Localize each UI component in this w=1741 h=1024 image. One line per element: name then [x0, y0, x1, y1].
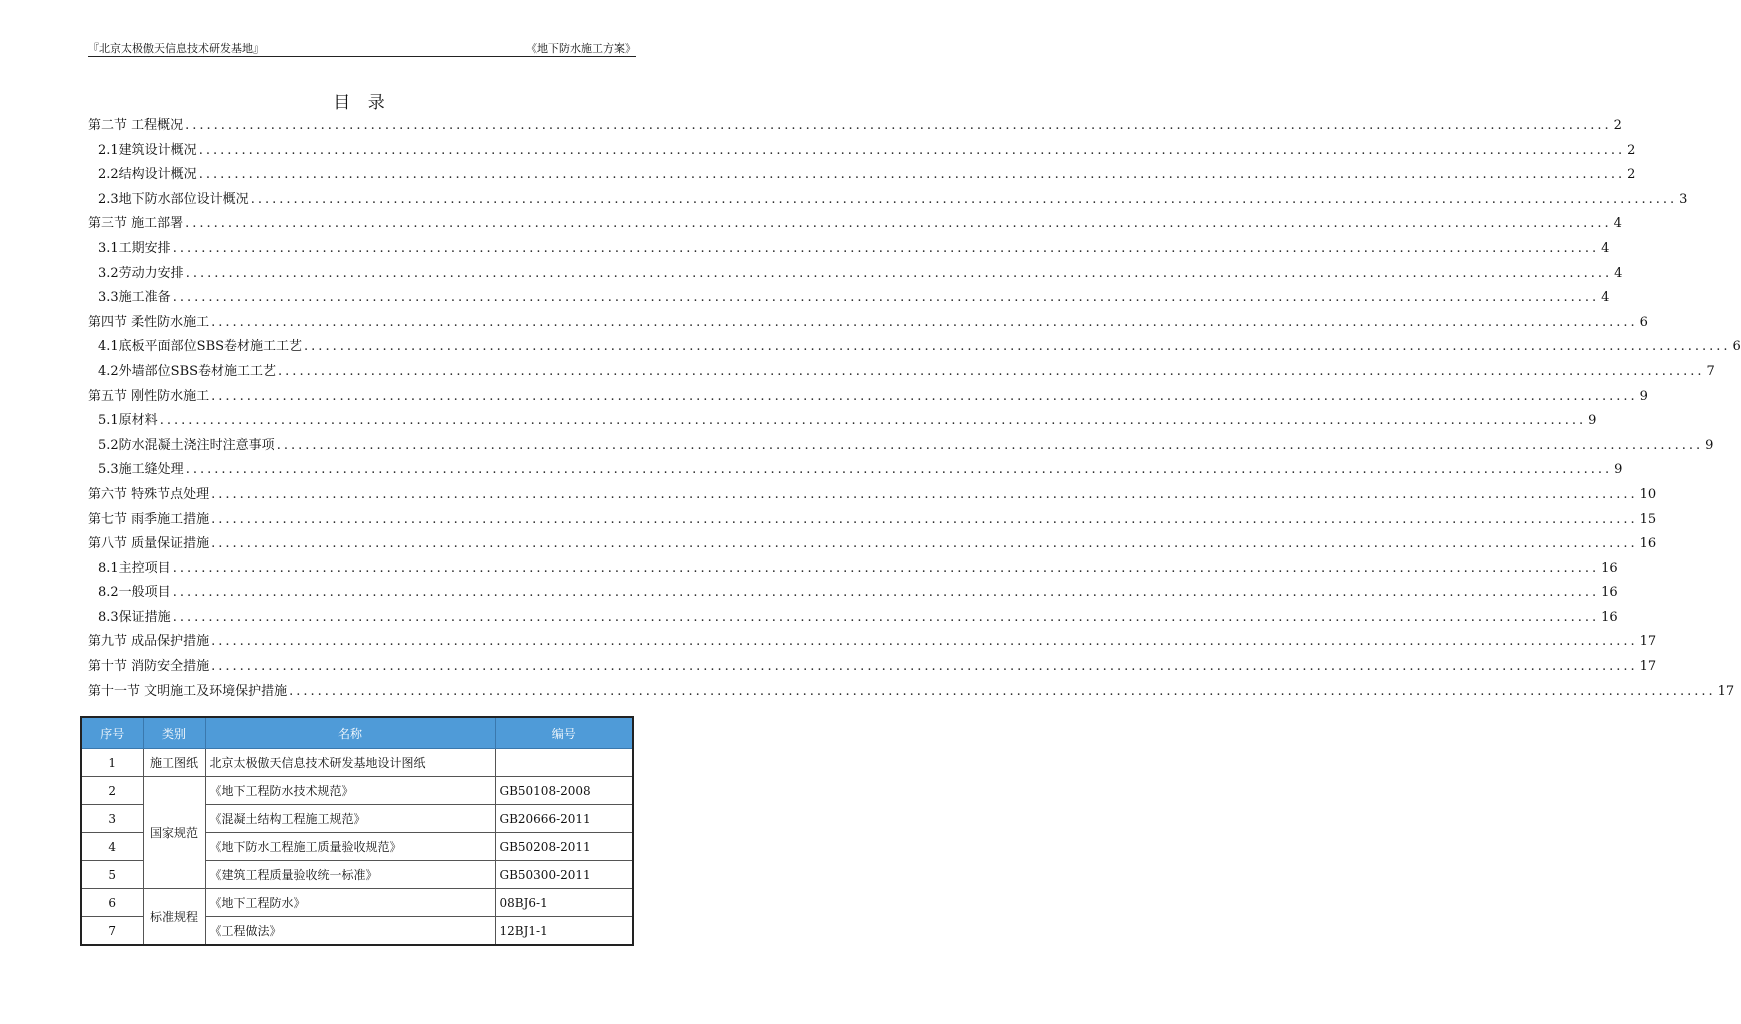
reference-table-header	[81, 717, 633, 749]
toc-entry-label: 2.1建筑设计概况	[98, 142, 197, 158]
toc-entry[interactable]	[88, 532, 1657, 557]
toc-entry-page: 4	[1614, 265, 1623, 281]
toc-dot-leader: ........................................................................................................................................................................................................	[185, 118, 1612, 133]
toc-entry-page: 9	[1639, 388, 1648, 404]
cell-code: 08BJ6-1	[495, 889, 633, 917]
toc-dot-leader: ........................................................................................................................................................................................................	[276, 437, 1704, 453]
toc-entry-page: 15	[1639, 511, 1657, 527]
toc-entry[interactable]	[88, 114, 1622, 139]
toc-dot-leader: ........................................................................................................................................................................................................	[198, 142, 1626, 158]
toc-dot-leader: ........................................................................................................................................................................................................	[172, 560, 1600, 576]
toc-dot-leader: ........................................................................................................................................................................................................	[211, 634, 1638, 650]
toc-entry-label: 4.2外墙部位SBS卷材施工工艺	[98, 363, 277, 379]
toc-entry[interactable]	[88, 680, 1735, 705]
table-row	[81, 889, 633, 917]
toc-dot-leader: ........................................................................................................................................................................................................	[211, 486, 1638, 502]
toc-entry-label: 4.1底板平面部位SBS卷材施工工艺	[98, 339, 303, 355]
cell-no: 3	[81, 805, 143, 833]
toc-entry[interactable]	[88, 188, 1688, 213]
cell-no: 5	[81, 861, 143, 889]
toc-entry-page: 3	[1679, 191, 1688, 207]
toc-dot-leader: ........................................................................................................................................................................................................	[304, 339, 1731, 355]
toc-title: 目 录	[333, 93, 391, 113]
toc-entry-label: 第三节 施工部署	[88, 216, 184, 232]
toc-entry-label: 第五节 刚性防水施工	[88, 388, 210, 404]
col-header-no: 序号	[81, 717, 143, 749]
toc-entry-label: 8.3保证措施	[98, 609, 171, 625]
table-row	[81, 777, 633, 805]
toc-dot-leader: ........................................................................................................................................................................................................	[211, 314, 1638, 330]
toc-entry-label: 第九节 成品保护措施	[88, 634, 210, 650]
toc-entry-label: 第十节 消防安全措施	[88, 659, 210, 675]
reference-table	[80, 716, 634, 946]
table-row	[81, 749, 633, 777]
toc-entry[interactable]	[88, 212, 1622, 237]
cell-code: GB20666-2011	[495, 805, 633, 833]
col-header-category: 类别	[143, 717, 205, 749]
toc-entry-page: 17	[1717, 683, 1735, 699]
toc-dot-leader: ........................................................................................................................................................................................................	[211, 511, 1638, 527]
cell-category: 国家规范	[143, 777, 205, 889]
toc-dot-leader: ........................................................................................................................................................................................................	[172, 609, 1600, 625]
toc-dot-leader: ........................................................................................................................................................................................................	[278, 363, 1705, 379]
toc-entry-page: 9	[1614, 462, 1623, 478]
toc-dot-leader: ........................................................................................................................................................................................................	[185, 462, 1613, 478]
toc-entry[interactable]	[88, 606, 1618, 631]
toc-entry-label: 3.1工期安排	[98, 240, 171, 256]
cell-name: 《建筑工程质量验收统一标准》	[205, 861, 495, 889]
toc-entry-label: 2.2结构设计概况	[98, 167, 197, 183]
toc-entry-page: 16	[1601, 585, 1618, 601]
toc-dot-leader: ........................................................................................................................................................................................................	[289, 683, 1716, 699]
cell-name: 《地下工程防水技术规范》	[205, 777, 495, 805]
toc-dot-leader: ........................................................................................................................................................................................................	[159, 413, 1587, 429]
toc-entry-page: 16	[1601, 560, 1618, 576]
toc-entry-label: 第七节 雨季施工措施	[88, 511, 210, 527]
cell-category: 标准规程	[143, 889, 205, 946]
cell-name: 《地下防水工程施工质量验收规范》	[205, 833, 495, 861]
toc-entry[interactable]	[88, 434, 1714, 459]
toc-entry-label: 8.2一般项目	[98, 585, 171, 601]
toc-entry-page: 7	[1706, 363, 1715, 379]
toc-entry-label: 3.2劳动力安排	[98, 265, 184, 281]
cell-code: 12BJ1-1	[495, 917, 633, 946]
toc-entry[interactable]	[88, 483, 1657, 508]
toc-entry[interactable]	[88, 360, 1715, 385]
toc-entry[interactable]	[88, 335, 1741, 360]
toc-entry-label: 第十一节 文明施工及环境保护措施	[88, 683, 288, 699]
toc-entry[interactable]	[88, 385, 1648, 410]
toc-entry[interactable]	[88, 458, 1623, 483]
toc-entry-label: 5.1原材料	[98, 413, 158, 429]
toc-dot-leader: ........................................................................................................................................................................................................	[172, 240, 1600, 256]
toc-entry-page: 4	[1613, 216, 1622, 232]
toc-entry-page: 2	[1613, 118, 1622, 133]
cell-no: 2	[81, 777, 143, 805]
cell-no: 6	[81, 889, 143, 917]
cell-code	[495, 749, 633, 777]
toc-entry[interactable]	[88, 311, 1648, 336]
toc-entry-page: 16	[1601, 609, 1618, 625]
toc-entry-page: 17	[1639, 634, 1657, 650]
toc-entry-page: 10	[1639, 486, 1657, 502]
cell-name: 北京太极傲天信息技术研发基地设计图纸	[205, 749, 495, 777]
toc-dot-leader: ........................................................................................................................................................................................................	[250, 191, 1678, 207]
toc-entry[interactable]	[88, 508, 1657, 533]
toc-dot-leader: ........................................................................................................................................................................................................	[211, 659, 1638, 675]
toc-entry[interactable]	[88, 139, 1636, 164]
toc-entry[interactable]	[88, 655, 1657, 680]
toc-entry-page: 16	[1639, 536, 1657, 552]
toc-entry-page: 2	[1627, 167, 1636, 183]
toc-entry[interactable]	[88, 409, 1597, 434]
toc-dot-leader: ........................................................................................................................................................................................................	[211, 388, 1638, 404]
cell-code: GB50208-2011	[495, 833, 633, 861]
toc-dot-leader: ........................................................................................................................................................................................................	[198, 167, 1626, 183]
toc-entry-page: 4	[1601, 240, 1610, 256]
toc-entry-label: 第四节 柔性防水施工	[88, 314, 210, 330]
toc-entry-page: 9	[1705, 437, 1714, 453]
toc-entry-page: 17	[1639, 659, 1657, 675]
toc-entry[interactable]	[88, 163, 1636, 188]
toc-entry-label: 3.3施工准备	[98, 290, 171, 306]
toc-entry-label: 8.1主控项目	[98, 560, 171, 576]
toc-entry-label: 第八节 质量保证措施	[88, 536, 210, 552]
toc-entry[interactable]	[88, 630, 1657, 655]
toc-entry[interactable]	[88, 262, 1623, 287]
toc-entry-page: 2	[1627, 142, 1636, 158]
cell-no: 7	[81, 917, 143, 946]
table-of-contents	[88, 114, 1741, 704]
cell-code: GB50300-2011	[495, 861, 633, 889]
cell-code: GB50108-2008	[495, 777, 633, 805]
toc-entry-label: 5.2防水混凝土浇注时注意事项	[98, 437, 275, 453]
toc-entry-page: 6	[1732, 339, 1741, 355]
toc-entry[interactable]	[88, 581, 1618, 606]
toc-entry[interactable]	[88, 286, 1610, 311]
cell-name: 《地下工程防水》	[205, 889, 495, 917]
toc-entry-label: 5.3施工缝处理	[98, 462, 184, 478]
toc-entry-page: 9	[1588, 413, 1597, 429]
cell-name: 《工程做法》	[205, 917, 495, 946]
toc-dot-leader: ........................................................................................................................................................................................................	[185, 265, 1613, 281]
header-document-title: 《地下防水施工方案》	[526, 42, 636, 55]
toc-entry[interactable]	[88, 557, 1618, 582]
cell-category: 施工图纸	[143, 749, 205, 777]
col-header-name: 名称	[205, 717, 495, 749]
toc-entry-label: 第二节 工程概况	[88, 118, 184, 133]
toc-entry-label: 2.3地下防水部位设计概况	[98, 191, 249, 207]
cell-no: 4	[81, 833, 143, 861]
header-project-name: 『北京太极傲天信息技术研发基地』	[88, 42, 264, 55]
toc-dot-leader: ........................................................................................................................................................................................................	[172, 585, 1600, 601]
toc-entry[interactable]	[88, 237, 1610, 262]
toc-dot-leader: ........................................................................................................................................................................................................	[211, 536, 1638, 552]
toc-entry-label: 第六节 特殊节点处理	[88, 486, 210, 502]
col-header-code: 编号	[495, 717, 633, 749]
toc-entry-page: 4	[1601, 290, 1610, 306]
header-divider	[88, 56, 636, 57]
toc-dot-leader: ........................................................................................................................................................................................................	[172, 290, 1600, 306]
toc-entry-page: 6	[1639, 314, 1648, 330]
page-header	[88, 38, 636, 56]
toc-dot-leader: ........................................................................................................................................................................................................	[185, 216, 1612, 232]
cell-no: 1	[81, 749, 143, 777]
cell-name: 《混凝土结构工程施工规范》	[205, 805, 495, 833]
